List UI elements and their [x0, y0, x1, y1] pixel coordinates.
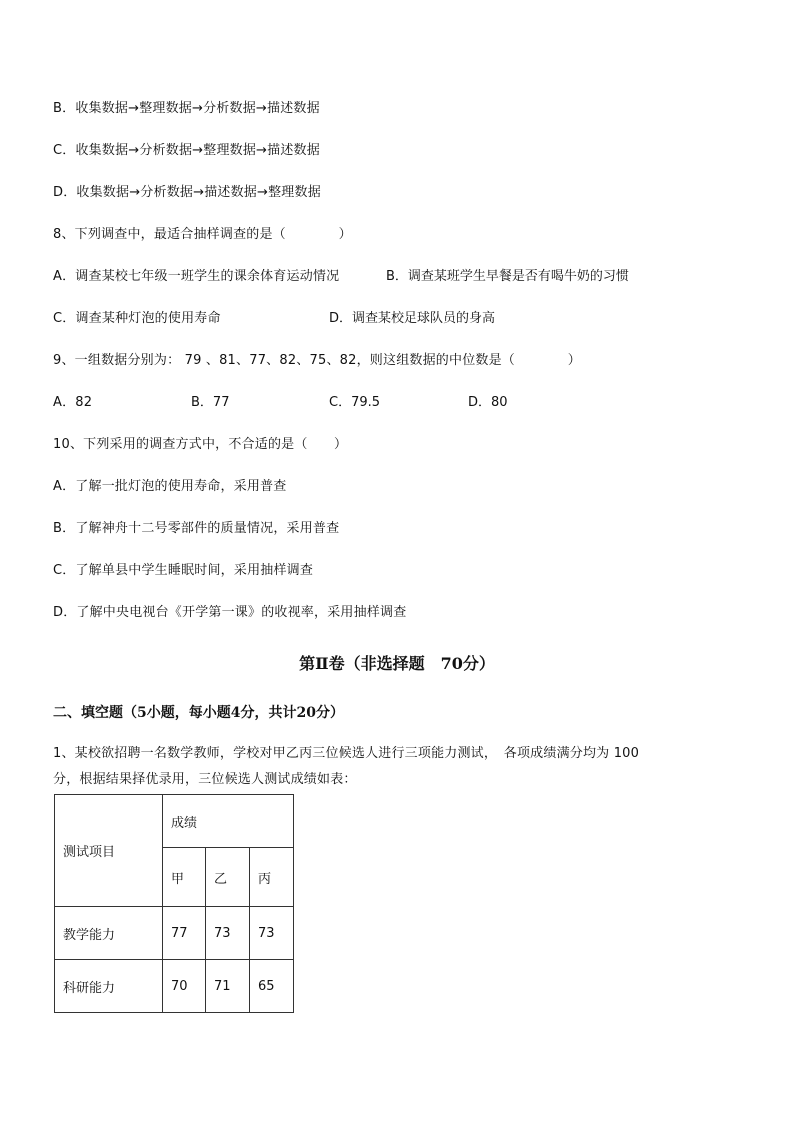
- score-header-cell: 成绩: [163, 795, 294, 848]
- table-row: [55, 795, 294, 848]
- q10-option-c: C．了解单县中学生睡眠时间，采用抽样调查: [53, 563, 314, 578]
- score-table: [54, 794, 294, 1013]
- q8-stem: 8、下列调查中，最适合抽样调查的是（ ）: [53, 227, 352, 242]
- q7-option-c: C．收集数据→分析数据→整理数据→描述数据: [53, 143, 320, 158]
- row-label-cell: 科研能力: [55, 960, 163, 1013]
- q9-option-c: C．79.5: [329, 395, 381, 410]
- q9-option-b: B．77: [191, 395, 230, 410]
- q9-stem: 9、一组数据分别为： 79 、81、77、82、75、82，则这组数据的中位数是（ ）: [53, 353, 581, 368]
- fill-q1-line1: 1、某校欲招聘一名数学教师，学校对甲乙丙三位候选人进行三项能力测试， 各项成绩满分均为 100: [53, 746, 640, 761]
- q8-option-d: D．调查某校足球队员的身高: [329, 311, 496, 326]
- table-row: [55, 907, 294, 960]
- row-label-cell: 教学能力: [55, 907, 163, 960]
- score-cell: 73: [206, 907, 250, 960]
- table-row: [55, 960, 294, 1013]
- score-cell: 77: [163, 907, 206, 960]
- q10-stem: 10、下列采用的调查方式中，不合适的是（ ）: [53, 437, 348, 452]
- q10-option-d: D．了解中央电视台《开学第一课》的收视率，采用抽样调查: [53, 605, 407, 620]
- section-title: 第Ⅱ卷（非选择题 70分）: [299, 654, 495, 673]
- q7-option-b: B．收集数据→整理数据→分析数据→描述数据: [53, 101, 320, 116]
- subsection-title: 二、填空题（5小题，每小题4分，共计20分）: [53, 705, 344, 721]
- candidate-header-cell: 甲: [163, 848, 206, 907]
- q8-option-c: C．调查某种灯泡的使用寿命: [53, 311, 221, 326]
- q8-option-b: B．调查某班学生早餐是否有喝牛奶的习惯: [386, 269, 629, 284]
- q9-option-d: D．80: [468, 395, 508, 410]
- candidate-header-cell: 乙: [206, 848, 250, 907]
- score-cell: 70: [163, 960, 206, 1013]
- candidate-header-cell: 丙: [250, 848, 294, 907]
- item-header-cell: 测试项目: [55, 795, 163, 907]
- fill-q1-line2: 分，根据结果择优录用，三位候选人测试成绩如表：: [53, 772, 357, 787]
- score-cell: 65: [250, 960, 294, 1013]
- q9-option-a: A．82: [53, 395, 93, 410]
- q10-option-a: A．了解一批灯泡的使用寿命，采用普查: [53, 479, 287, 494]
- score-cell: 71: [206, 960, 250, 1013]
- q7-option-d: D．收集数据→分析数据→描述数据→整理数据: [53, 185, 321, 200]
- q10-option-b: B．了解神舟十二号零部件的质量情况，采用普查: [53, 521, 340, 536]
- score-cell: 73: [250, 907, 294, 960]
- q8-option-a: A．调查某校七年级一班学生的课余体育运动情况: [53, 269, 340, 284]
